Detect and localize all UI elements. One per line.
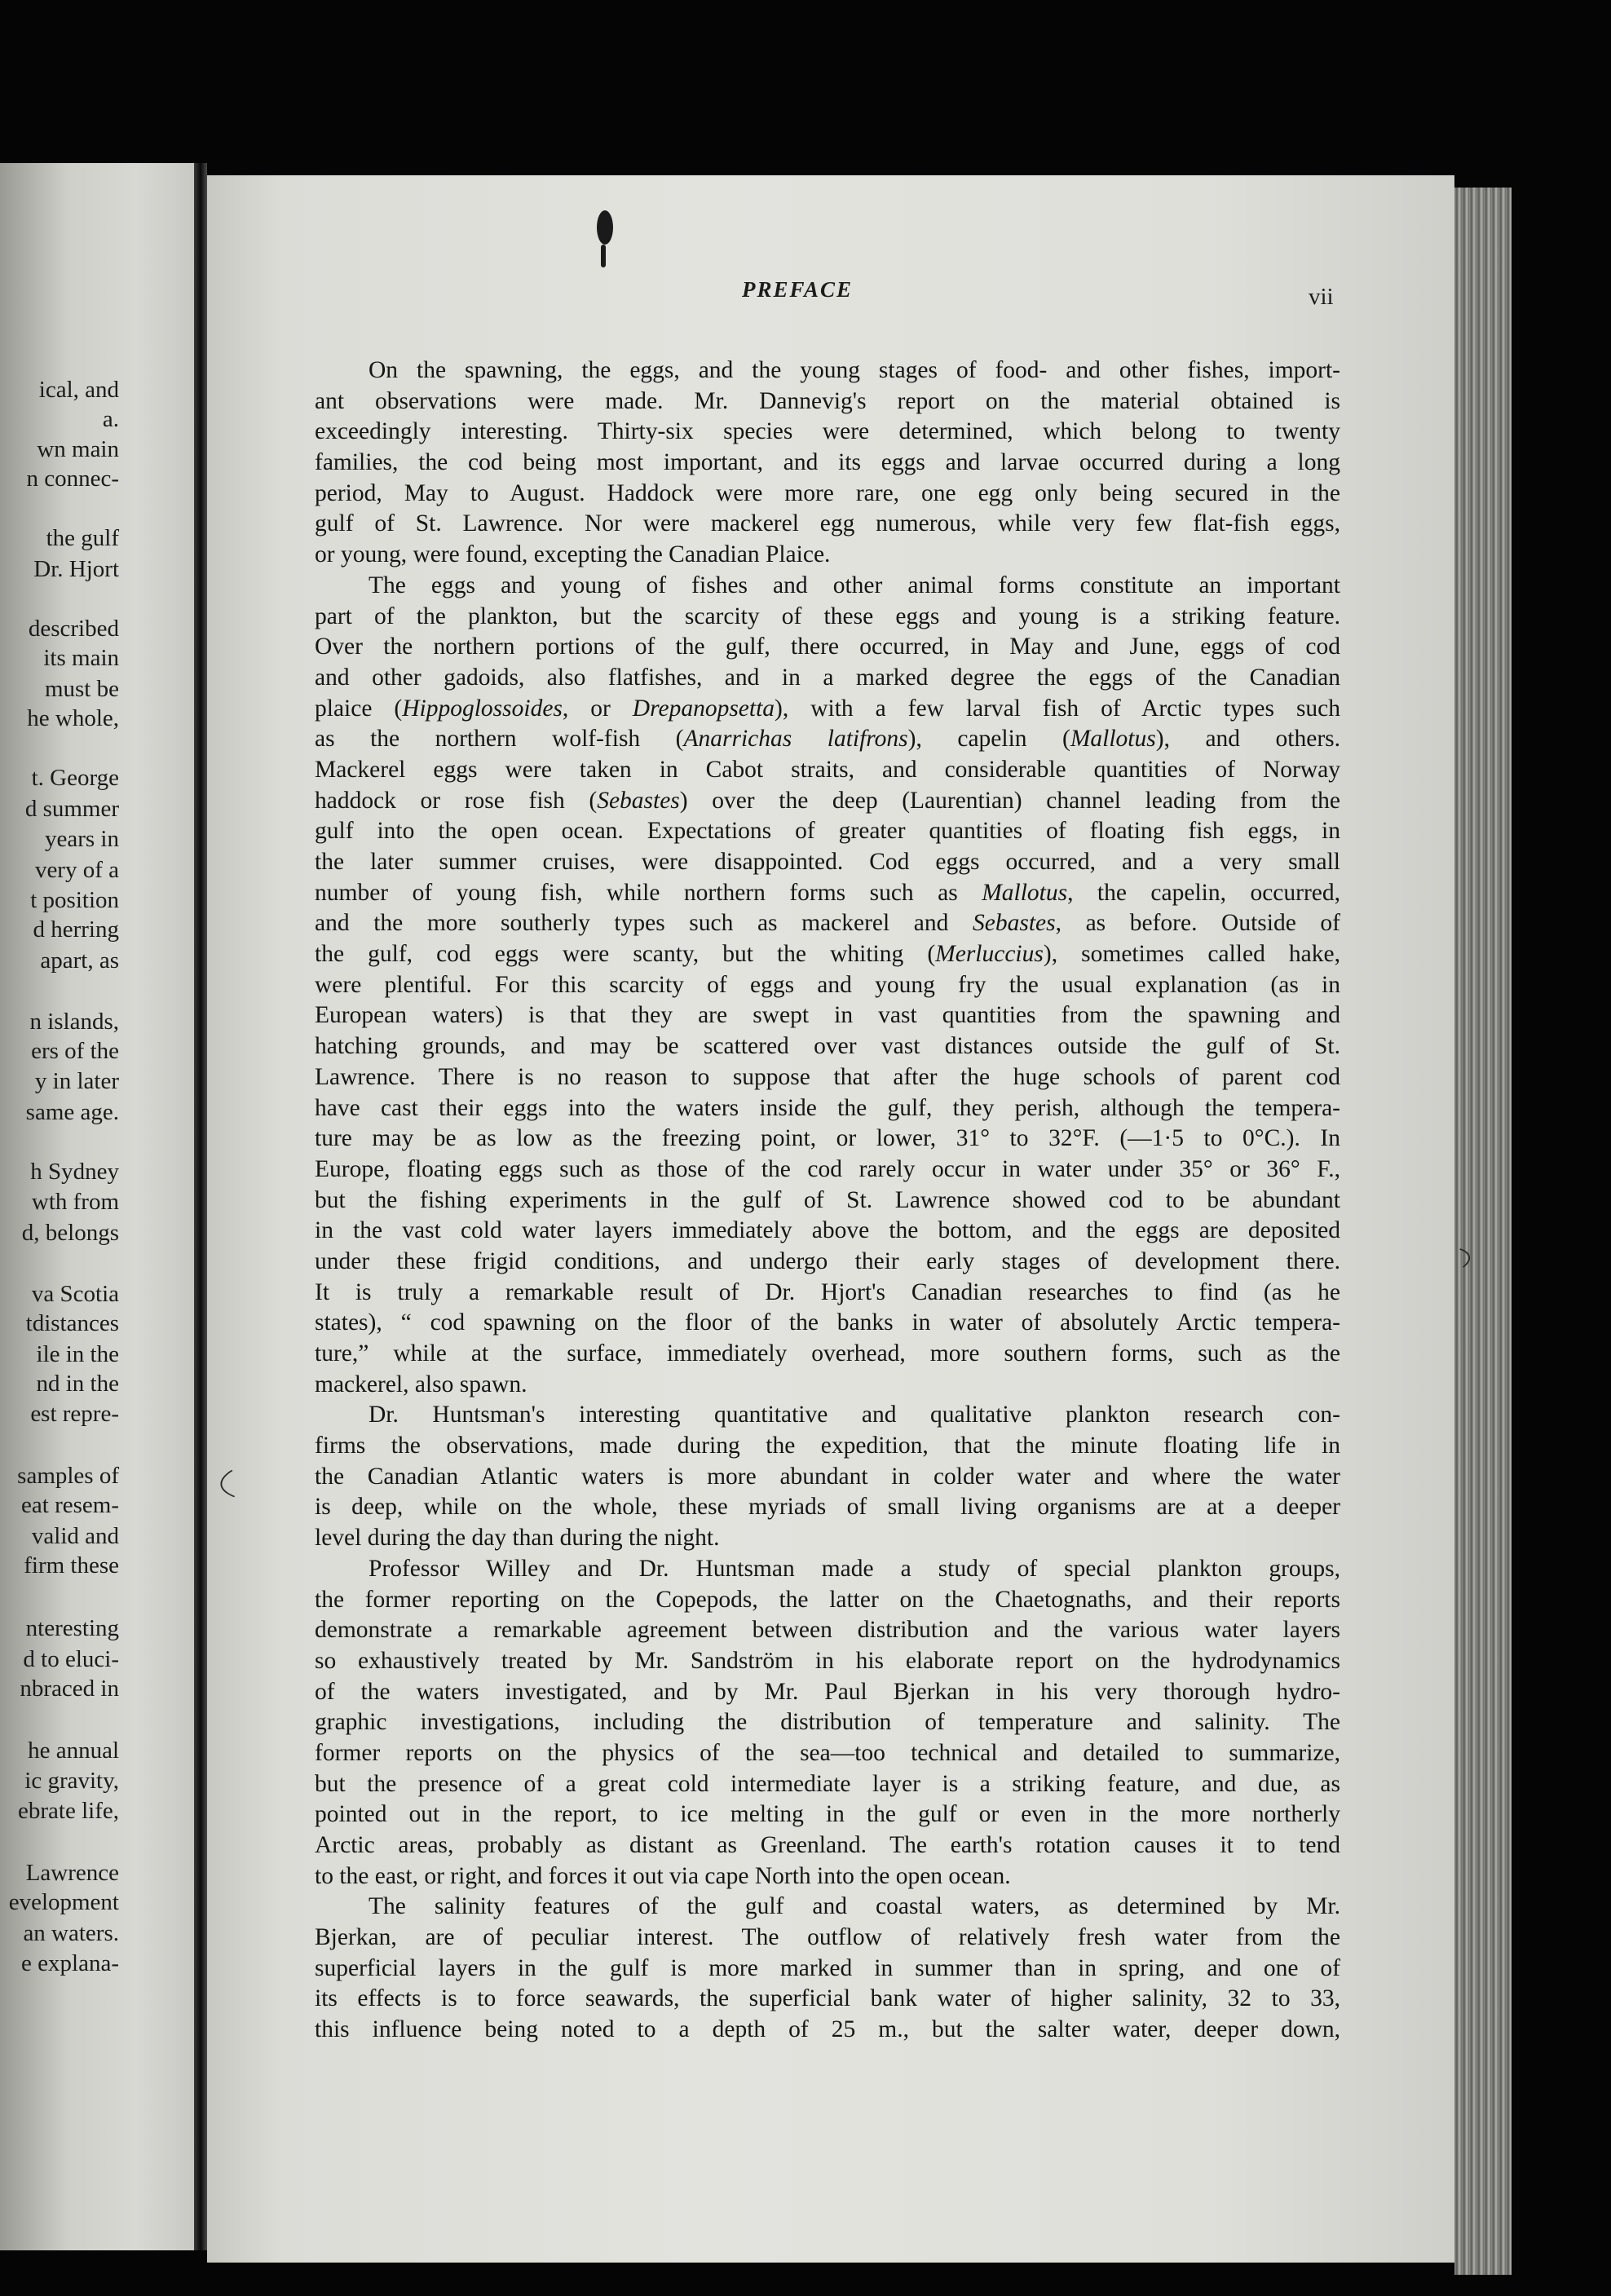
body-line: number of young fish, while northern forms such as Mallotus, the capelin, occurred, [315,879,1340,906]
body-line: hatching grounds, and may be scattered over vast distances outside the gulf of St. [315,1033,1340,1060]
left-page-line: ical, and [38,377,119,403]
left-page-line: same age. [25,1099,119,1125]
left-page-line: t position [30,887,119,913]
ink-blemish [601,245,606,267]
body-line: demonstrate a remarkable agreement between distribution and the various water layers [315,1617,1340,1644]
body-line: the later summer cruises, were disappointed. Cod eggs occurred, and a very small [315,849,1340,875]
body-line: The eggs and young of fishes and other animal forms constitute an important [369,572,1340,598]
body-line: exceedingly interesting. Thirty-six species were determined, which belong to twenty [315,418,1340,445]
left-page-line: e explana- [21,1950,119,1976]
left-page-line: an waters. [23,1920,119,1946]
left-page-line: nbraced in [20,1676,119,1702]
left-page-line: he whole, [27,705,119,731]
body-line: Dr. Huntsman's interesting quantitative and qualitative plankton research con- [369,1402,1340,1428]
body-line: pointed out in the report, to ice melting in the gulf or even in the more northerly [315,1801,1340,1828]
body-line: level during the day than during the night. [315,1525,720,1552]
body-line: were plentiful. For this scarcity of eggs and young fry the usual explanation (as in [315,971,1340,998]
body-line: firms the observations, made during the expedition, that the minute floating life in [315,1433,1340,1459]
body-line: On the spawning, the eggs, and the young stages of food- and other fishes, import- [369,357,1340,383]
body-line: the gulf, cod eggs were scanty, but the whiting (Merluccius), sometimes called hake, [315,941,1340,968]
body-line: of the waters investigated, and by Mr. Paul Bjerkan in his very thorough hydro- [315,1678,1340,1705]
body-line: Mackerel eggs were taken in Cabot straits, and considerable quantities of Norway [315,756,1340,783]
left-page-line: n islands, [29,1009,119,1035]
body-line: superficial layers in the gulf is more marked in summer than in spring, and one of [315,1954,1340,1981]
page-edge-stack [1454,188,1512,2275]
left-page-line: h Sydney [30,1159,119,1185]
left-page-line: valid and [31,1523,119,1549]
body-line: Bjerkan, are of peculiar interest. The outflow of relatively fresh water from the [315,1924,1340,1951]
body-line: the former reporting on the Copepods, the latter on the Chaetognaths, and their reports [315,1586,1340,1613]
body-line: families, the cod being most important, and its eggs and larvae occurred during a long [315,449,1340,476]
body-line: and other gadoids, also flatfishes, and in a marked degree the eggs of the Canadian [315,664,1340,691]
body-line: but the fishing experiments in the gulf of St. Lawrence showed cod to be abundant [315,1186,1340,1213]
body-line: this influence being noted to a depth of 25 m., but the salter water, deeper down, [315,2016,1340,2043]
left-page-line: its main [43,645,119,671]
body-line: as the northern wolf-fish (Anarrichas latifrons), capelin (Mallotus), and others. [315,726,1340,753]
body-line: so exhaustively treated by Mr. Sandström in his elaborate report on the hydrodynamics [315,1647,1340,1674]
body-line: Over the northern portions of the gulf, there occurred, in May and June, eggs of cod [315,634,1340,660]
left-page-line: wth from [31,1189,119,1215]
left-page-line: d to eluci- [23,1646,119,1672]
body-line: plaice (Hippoglossoides, or Drepanopsetta), with a few larval fish of Arctic types such [315,695,1341,722]
body-line: but the presence of a great cold intermediate layer is a striking feature, and due, as [315,1770,1340,1797]
body-line: its effects is to force seawards, the superficial bank water of higher salinity, 32 to 33, [315,1985,1340,2012]
body-line: to the east, or right, and forces it out via cape North into the open ocean. [315,1862,1011,1889]
body-line: under these frigid conditions, and undergo their early stages of development there. [315,1247,1340,1274]
body-line: haddock or rose fish (Sebastes) over the deep (Laurentian) channel leading from the [315,787,1340,814]
left-page-line: described [28,616,119,642]
body-line: The salinity features of the gulf and coastal waters, as determined by Mr. [369,1893,1340,1920]
body-line: or young, were found, excepting the Canadian Plaice. [315,541,831,568]
body-line: have cast their eggs into the waters inside the gulf, they perish, although the tempera- [315,1094,1340,1121]
body-line: European waters) is that they are swept in vast quantities from the spawning and [315,1002,1340,1029]
body-line: ture,” while at the surface, immediately overhead, more southern forms, such as the [315,1340,1340,1367]
left-page-line: ile in the [36,1341,119,1367]
body-line: period, May to August. Haddock were more rare, one egg only being secured in the [315,479,1340,506]
left-page-line: n connec- [26,466,119,492]
left-page-line: very of a [34,857,119,883]
left-page-line: eat resem- [21,1492,119,1518]
body-line: ant observations were made. Mr. Dannevig's report on the material obtained is [315,387,1340,414]
body-line: part of the plankton, but the scarcity of these eggs and young is a striking feature. [315,603,1340,629]
left-page-line: apart, as [40,947,119,974]
left-page-line: ebrate life, [18,1798,119,1824]
body-line: states), “ cod spawning on the floor of the banks in water of absolutely Arctic tempera- [315,1309,1340,1336]
body-line: gulf into the open ocean. Expectations of greater quantities of floating fish eggs, in [315,818,1340,845]
left-page-line: Lawrence [25,1860,119,1886]
book-gutter [194,163,207,2250]
left-page-fragment [0,163,194,2250]
body-line: Arctic areas, probably as distant as Greenland. The earth's rotation causes it to tend [315,1832,1340,1858]
left-page-line: wn main [37,436,119,462]
body-line: and the more southerly types such as mackerel and Sebastes, as before. Outside of [315,910,1340,937]
body-line: gulf of St. Lawrence. Nor were mackerel egg numerous, while very few flat-fish eggs, [315,510,1340,537]
left-page-line: d, belongs [21,1220,119,1246]
running-head: PREFACE [742,277,854,302]
left-page-line: va Scotia [31,1281,119,1307]
body-line: Professor Willey and Dr. Huntsman made a study of special plankton groups, [369,1555,1340,1582]
left-page-line: nteresting [25,1615,119,1641]
left-page-line: ic gravity, [24,1768,119,1794]
body-line: in the vast cold water layers immediately above the bottom, and the eggs are deposited [315,1217,1340,1244]
left-page-line: t. George [31,765,119,791]
body-line: ture may be as low as the freezing point, or lower, 31° to 32°F. (—1·5 to 0°C.). In [315,1125,1340,1152]
left-page-line: years in [45,826,119,852]
left-page-line: est repre- [30,1401,119,1427]
left-page-line: d summer [24,796,119,822]
left-page-line: samples of [17,1463,119,1489]
left-page-line: must be [44,676,119,702]
left-page-line: firm these [24,1552,119,1578]
body-line: the Canadian Atlantic waters is more abundant in colder water and where the water [315,1463,1340,1490]
body-text [315,355,1340,2046]
left-page-line: evelopment [8,1889,119,1915]
left-page-line: d herring [33,916,119,943]
left-page-line: the gulf [46,525,119,551]
left-page-line: he annual [28,1737,119,1764]
left-page-line: y in later [34,1068,119,1094]
body-line: Europe, floating eggs such as those of the cod rarely occur in water under 35° or 36° F., [315,1155,1340,1182]
body-line: Lawrence. There is no reason to suppose that after the huge schools of parent cod [315,1063,1340,1090]
body-line: is deep, while on the whole, these myriads of small living organisms are at a deeper [315,1494,1340,1521]
left-page-line: Dr. Hjort [33,556,119,582]
body-line: It is truly a remarkable result of Dr. Hjort's Canadian researches to find (as he [315,1278,1340,1305]
left-page-line: nd in the [36,1371,119,1397]
body-line: graphic investigations, including the distribution of temperature and salinity. The [315,1709,1340,1736]
left-page-line: a. [102,406,119,432]
left-page-line: tdistances [25,1310,119,1336]
body-line: mackerel, also spawn. [315,1371,527,1397]
page-number: vii [1309,284,1334,310]
body-line: former reports on the physics of the sea—too technical and detailed to summarize, [315,1739,1340,1766]
left-page-line: ers of the [31,1038,119,1064]
ink-blemish [597,210,613,245]
